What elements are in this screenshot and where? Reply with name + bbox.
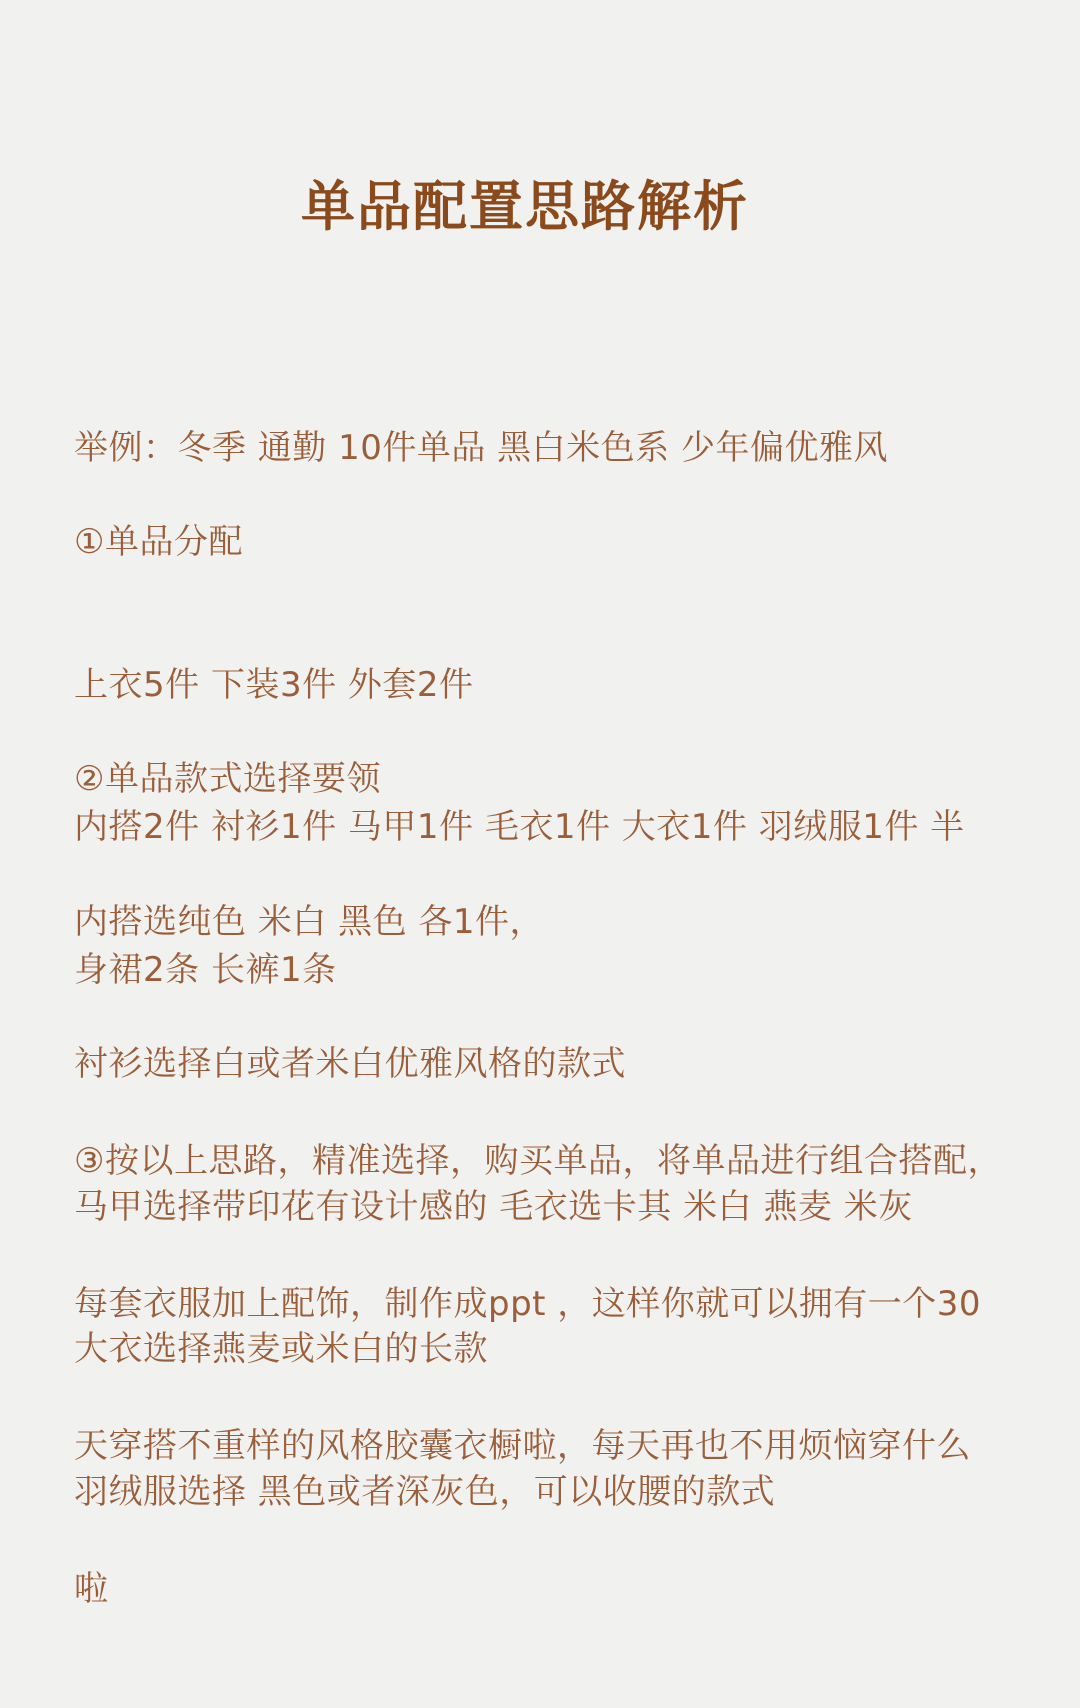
page-title: 单品配置思路解析 xyxy=(301,175,749,238)
section-line: 上衣5件 下装3件 外套2件 xyxy=(74,664,474,705)
section-heading: ①单品分配 xyxy=(74,522,243,562)
example-text: 举例：冬季 通勤 10件单品 黑白米色系 少年偏优雅风 xyxy=(74,428,888,468)
section-line: 天穿搭不重样的风格胶囊衣橱啦，每天再也不用烦恼穿什么 xyxy=(74,1426,971,1466)
section-line: 衬衫选择白或者米白优雅风格的款式 xyxy=(74,1044,626,1084)
section-line: 羽绒服选择 黑色或者深灰色，可以收腰的款式 xyxy=(74,1471,776,1512)
section-heading: ②单品款式选择要领 xyxy=(74,759,381,799)
section-line: 内搭选纯色 米白 黑色 各1件， xyxy=(74,901,545,942)
section-conclusion xyxy=(74,1043,1034,1708)
section-line: 内搭2件 衬衫1件 马甲1件 毛衣1件 大衣1件 羽绒服1件 半 xyxy=(74,807,965,847)
section-line: 啦 xyxy=(74,1568,109,1609)
section-line: 每套衣服加上配饰，制作成ppt ，这样你就可以拥有一个30 xyxy=(74,1283,982,1324)
section-line: 马甲选择带印花有设计感的 毛衣选卡其 米白 燕麦 米灰 xyxy=(74,1186,913,1227)
section-line: 身裙2条 长裤1条 xyxy=(74,949,337,990)
section-line: 大衣选择燕麦或米白的长款 xyxy=(74,1329,488,1369)
section-line: ③按以上思路，精准选择，购买单品，将单品进行组合搭配， xyxy=(74,1141,1002,1181)
